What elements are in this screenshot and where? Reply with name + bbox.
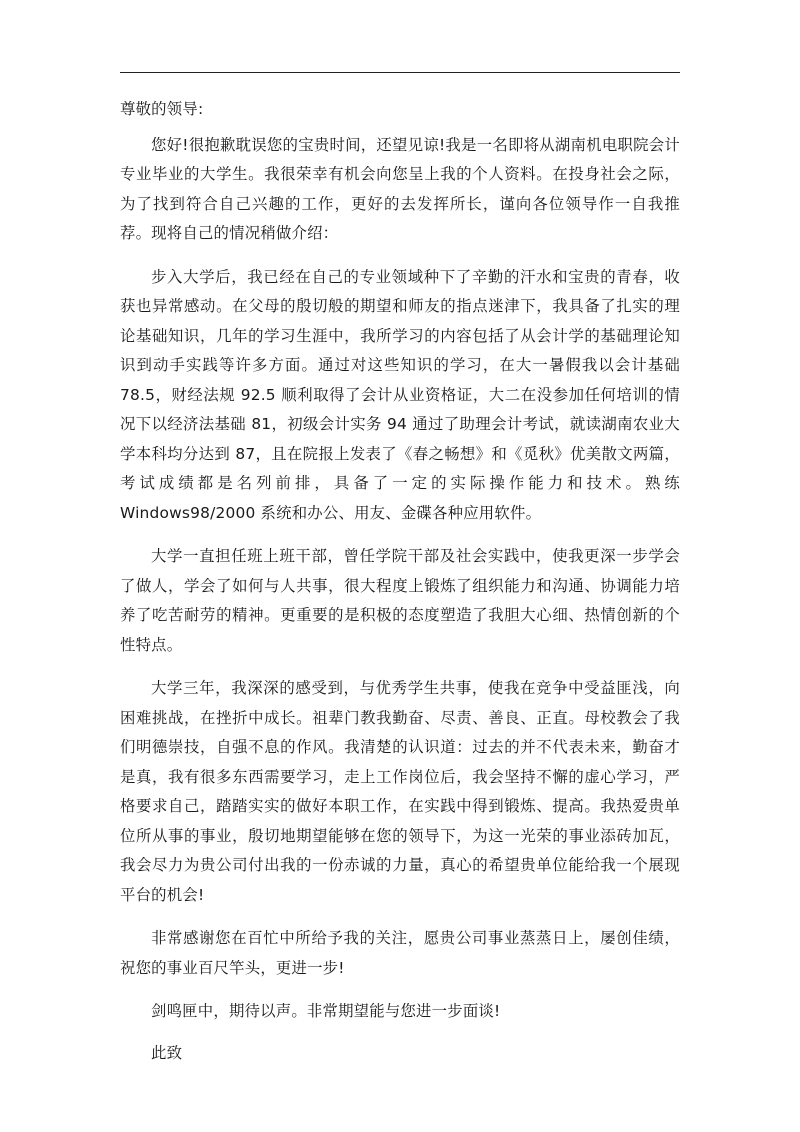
letter-salutation: 尊敬的领导: — [120, 100, 204, 118]
letter-paragraph-closing: 剑鸣匣中，期待以声。非常期望能与您进一步面谈! — [151, 1002, 501, 1020]
letter-paragraph-thanks: 非常感谢您在百忙中所给予我的关注，愿贵公司事业蒸蒸日上，屡创佳绩，祝您的事业百尺竿头，更进一步! — [120, 929, 680, 977]
letter-paragraph-intro: 您好!很抱歉耽误您的宝贵时间，还望见谅!我是一名即将从湖南机电职院会计专业毕业的大学生。我很荣幸有机会向您呈上我的个人资料。在投身社会之际，为了找到符合自己兴趣的工作，更好的去发挥所长，谨向各位领导作一自我推荐。现将自己的情况稍做介绍： — [120, 135, 680, 242]
letter-paragraph-education: 步入大学后，我已经在自己的专业领域种下了辛勤的汗水和宝贵的青春，收获也异常感动。在父母的殷切般的期望和师友的指点迷津下，我具备了扎实的理论基础知识，几年的学习生涯中，我所学习的内容包括了从会计学的基础理论知识到动手实践等许多方面。通过对这些知识的学习，在大一暑假我以会计基础 78.5，财经法规 92.5 顺利取得了会计从业资格证，大二在没参加任何培训的情况下以经济法基础 81，初级会计实务 94 通过了助理会计考试，就读湖南农业大学本科均分达到 87，且在院报上发表了《春之畅想》和《觅秋》优美散文两篇，考试成绩都是名列前排，具备了一定的实际操作能力和技术。熟练 Windows98/2000 系统和办公、用友、金碟各种应用软件。 — [120, 267, 680, 522]
letter-paragraph-leadership: 大学一直担任班上班干部，曾任学院干部及社会实践中，使我更深一步学会了做人，学会了如何与人共事，很大程度上锻炼了组织能力和沟通、协调能力培养了吃苦耐劳的精神。更重要的是积极的态度塑造了我胆大心细、热情创新的个性特点。 — [120, 547, 680, 654]
letter-paragraph-growth: 大学三年，我深深的感受到，与优秀学生共事，使我在竞争中受益匪浅，向困难挑战，在挫折中成长。祖辈门教我勤奋、尽责、善良、正直。母校教会了我们明德崇技，自强不息的作风。我清楚的认识道：过去的并不代表未来，勤奋才是真，我有很多东西需要学习，走上工作岗位后，我会坚持不懈的虚心学习，严格要求自己，踏踏实实的做好本职工作，在实践中得到锻炼、提高。我热爱贵单位所从事的事业，殷切地期望能够在您的领导下，为这一光荣的事业添砖加瓦，我会尽力为贵公司付出我的一份赤诚的力量，真心的希望贵单位能给我一个展现平台的机会! — [120, 679, 680, 904]
letter-valediction: 此致 — [151, 1043, 183, 1062]
cover-letter — [120, 95, 680, 1080]
header-rule — [120, 72, 680, 73]
